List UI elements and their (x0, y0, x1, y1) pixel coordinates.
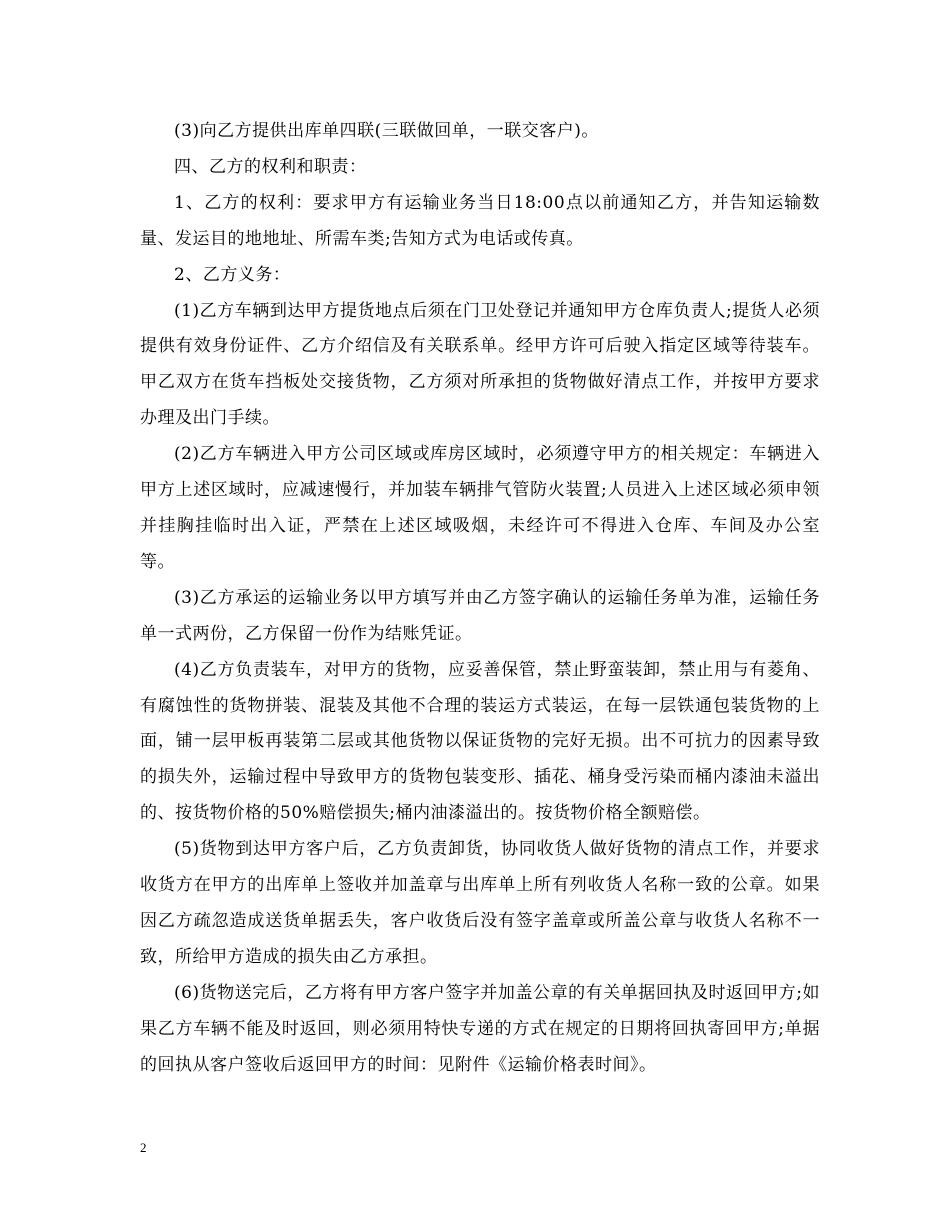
subsection-heading: 2、乙方义务： (174, 264, 291, 285)
paragraph: (6)货物送完后，乙方将有甲方客户签字并加盖公章的有关单据回执及时返回甲方;如果乙方车辆不能及时返回，则必须用特快专递的方式在规定的日期将回执寄回甲方;单据的回执从客户签收后返回甲方的时间：见附件《运输价格表时间》。 (140, 982, 820, 1075)
document-body (140, 114, 820, 1083)
paragraph: (3)向乙方提供出库单四联(三联做回单，一联交客户)。 (174, 121, 599, 141)
page-number: 2 (140, 1140, 147, 1155)
paragraph: 1、乙方的权利：要求甲方有运输业务当日18:00点以前通知乙方，并告知运输数量、发运目的地地址、所需车类;告知方式为电话或传真。 (140, 192, 820, 249)
paragraph: (3)乙方承运的运输业务以甲方填写并由乙方签字确认的运输任务单为准，运输任务单一式两份，乙方保留一份作为结账凭证。 (140, 587, 820, 644)
paragraph: (2)乙方车辆进入甲方公司区域或库房区域时，必须遵守甲方的相关规定：车辆进入甲方上述区域时，应减速慢行，并加装车辆排气管防火装置;人员进入上述区域必须申领并挂胸挂临时出入证，严禁在上述区域吸烟，未经许可不得进入仓库、车间及办公室等。 (140, 444, 820, 572)
paragraph: (1)乙方车辆到达甲方提货地点后须在门卫处登记并通知甲方仓库负责人;提货人必须提供有效身份证件、乙方介绍信及有关联系单。经甲方许可后驶入指定区域等待装车。甲乙双方在货车挡板处交接货物，乙方须对所承担的货物做好清点工作，并按甲方要求办理及出门手续。 (140, 300, 820, 429)
paragraph: (4)乙方负责装车，对甲方的货物，应妥善保管，禁止野蛮装卸，禁止用与有菱角、有腐蚀性的货物拼装、混装及其他不合理的装运方式装运，在每一层铁通包装货物的上面，铺一层甲板再装第二层或其他货物以保证货物的完好无损。出不可抗力的因素导致的损失外，运输过程中导致甲方的货物包装变形、插花、桶身受污染而桶内漆油未溢出的、按货物价格的50%赔偿损失;桶内油漆溢出的。按货物价格全额赔偿。 (140, 659, 820, 824)
section-heading: 四、乙方的权利和职责： (174, 156, 367, 177)
paragraph: (5)货物到达甲方客户后，乙方负责卸货，协同收货人做好货物的清点工作，并要求收货方在甲方的出库单上签收并加盖章与出库单上所有列收货人名称一致的公章。如果因乙方疏忽造成送货单据丢失，客户收货后没有签字盖章或所盖公章与收货人名称不一致，所给甲方造成的损失由乙方承担。 (140, 839, 820, 967)
